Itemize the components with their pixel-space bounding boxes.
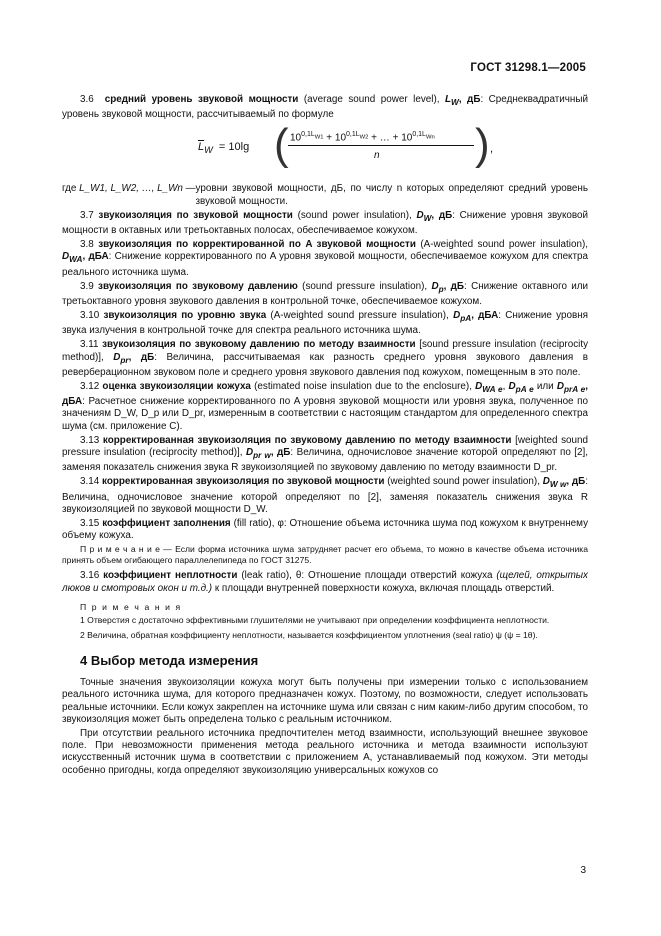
section-heading: 4 Выбор метода измерения xyxy=(80,653,259,669)
formula-denominator: n xyxy=(374,150,380,162)
where-clause: где L_W1, L_W2, …, L_Wn — уровни звуковой мощности, дБ, по числу n которых определяют средний уровень звуковой мощности. xyxy=(62,183,588,207)
section-4-paragraph-2: При отсутствии реального источника предпочтителен метод взаимности, использующий внешнее звуковое поле. При невозможности применения метода реального источника и метода взаимности используют искусственный источник шума в соответствии с приложением А, устанавливаемый под кожухом. Эти методы особенно пригодны, когда определяют звукоизоляцию универсальных кожухов со xyxy=(62,728,588,776)
clause-3-14: 3.14 корректированная звукоизоляция по звуковой мощности (weighted sound power insulation), $D_{W w}$, дБ: Величина, одночисловое значение которой определяют по [2], заменяя показатель снижения звука R звукоизоляцией по звуковой мощности D_W. xyxy=(62,476,589,515)
clause-3-6: 3.6 средний уровень звуковой мощности (average sound power level), $L_W$, дБ: Среднеквадратичный уровень звуковой мощности, рассчитываемый по формуле xyxy=(62,94,589,121)
right-paren: ) xyxy=(475,120,490,170)
formula-lhs: $\overline{L}_W = 10\lg$ xyxy=(198,141,250,156)
note-1: 1 Отверстия с достаточно эффективными глушителями не учитывают при определении коэффициента неплотности. xyxy=(80,615,550,626)
clause-3-12: 3.12 оценка звукоизоляции кожуха (estimated noise insulation due to the enclosure), $D_{WA e}$, $D_{pA e}$ или $D_{prA e}$, дБА: Расчетное снижение корректированного по A уровня звуковой мощности или уровня звука, полученное по значениям D_W, D_p или D_pr, измеренным в соответствии с настоящим стандартом для определенного спектра шума (см. приложение С). xyxy=(62,381,588,432)
clause-3-16: 3.16 коэффициент неплотности (leak ratio), θ: Отношение площади отверстий кожуха (щелей, открытых люков и смотровых окон и т.д.) к площади внутренней поверхности кожуха, включая площадь отверстий. xyxy=(62,570,588,594)
notes-title: П р и м е ч а н и я xyxy=(80,601,182,612)
formula-numerator: $10^{0,1L_{W1}} + 10^{0,1L_{W2}}$ + … + $10^{0,1L_{Wn}}$ xyxy=(290,131,435,144)
clause-3-10: 3.10 звукоизоляция по уровню звука (A-weighted sound pressure insulation), $D_{pA}$, дБА: Снижение уровня звука излучения в контрольной точке для спектра реального источника шума. xyxy=(62,310,588,337)
fraction-bar xyxy=(288,145,474,146)
document-id: ГОСТ 31298.1—2005 xyxy=(470,62,586,74)
clause-3-8: 3.8 звукоизоляция по корректированной по A звуковой мощности (A-weighted sound power insulation), $D_{WA}$, дБА: Снижение корректированного по A уровня звуковой мощности, обеспечиваемое кожухом для спектра реального источника шума. xyxy=(62,239,589,278)
left-paren: ( xyxy=(274,120,289,170)
clause-3-13: 3.13 корректированная звукоизоляция по звуковому давлению по методу взаимности [weighted sound pressure insulation (reciprocity method)], $D_{pr w}$, дБ: Величина, одночисловое значение которой определяют по [2], заменяя показатель снижения звука R звукоизоляцией по звуковому давлению по методу взаимности D_pr. xyxy=(62,434,589,474)
note-2: 2 Величина, обратная коэффициенту неплотности, называется коэффициентом уплотнения (seal ratio) ψ (ψ = 1θ). xyxy=(80,630,538,641)
clause-3-9: 3.9 звукоизоляция по звуковому давлению (sound pressure insulation), $D_p$, дБ: Снижение октавного или третьоктавного уровня звукового давления в контрольной точке, обеспечиваемое кожухом. xyxy=(62,280,589,307)
clause-3-15: 3.15 коэффициент заполнения (fill ratio), φ: Отношение объема источника шума под кожухом к внутреннему объему кожуха. xyxy=(62,518,589,542)
section-4-paragraph-1: Точные значения звукоизоляции кожуха могут быть получены при измерении только с использованием реального источника шума, для которого предназначен кожух. Поэтому, по возможности, следует использовать реальные источники. Если кожух закреплен на источнике шума или связан с ним каким-либо другим способом, то звукоизоляция может быть определена только с реальным источником. xyxy=(62,677,588,725)
clause-3-7: 3.7 звукоизоляция по звуковой мощности (sound power insulation), $D_W$, дБ: Снижение уровня звуковой мощности в октавных или третьоктавных полосах, обеспечиваемое кожухом. xyxy=(62,209,589,236)
page-number: 3 xyxy=(580,865,586,876)
formula-average-sound-power-level xyxy=(62,120,588,179)
note-3-15: П р и м е ч а н и е — Если форма источника шума затрудняет расчет его объема, то можно в качестве объема источника принять объем огибающего параллелепипеда по ГОСТ 31275. xyxy=(62,544,588,566)
formula-comma: , xyxy=(490,143,494,156)
page-content xyxy=(62,94,588,779)
clause-3-11: 3.11 звукоизоляция по звуковому давлению по методу взаимности [sound pressure insulation (reciprocity method)], $D_{pr}$, дБ: Величина, рассчитываемая как разность среднего уровня звукового давления в реверберационном звуковом поле и среднего уровня звукового давления под кожухом, помещенным в это поле. xyxy=(62,339,589,378)
